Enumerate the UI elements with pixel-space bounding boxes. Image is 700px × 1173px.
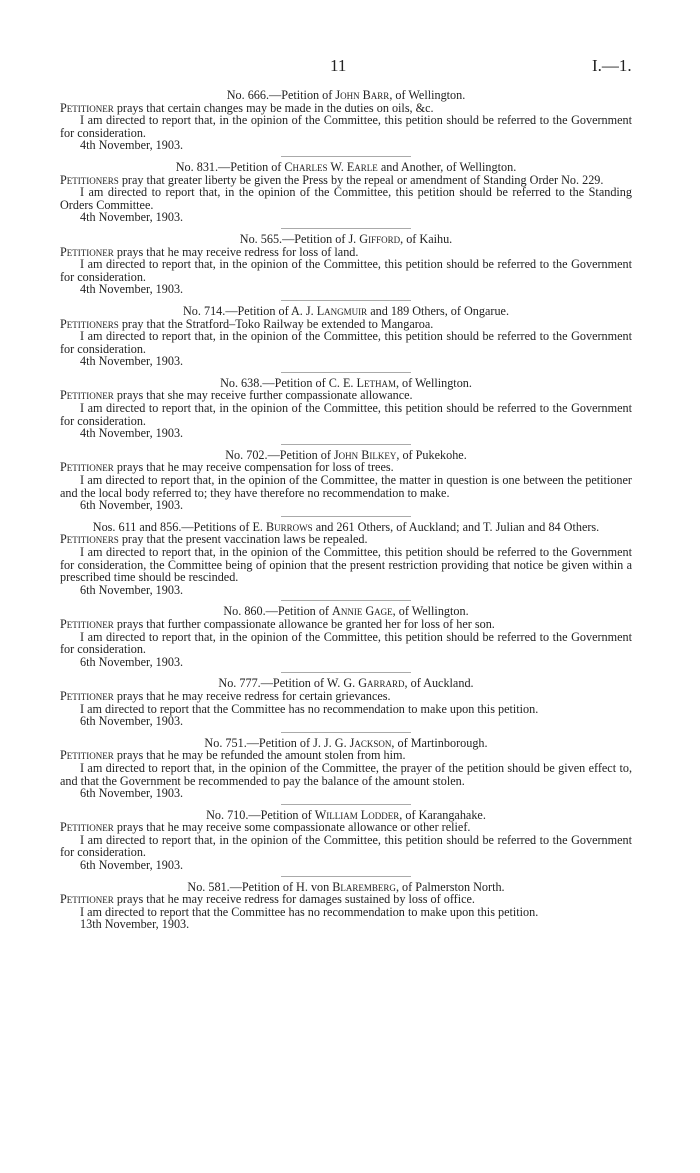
- report-date: 6th November, 1903.: [80, 858, 184, 873]
- petition-prayer: [60, 618, 632, 631]
- petitioner-label: Petitioner: [60, 616, 114, 631]
- petitioner-name: J. Gifford: [348, 231, 401, 246]
- prayer-text: prays that he may be refunded the amount stolen from him.: [113, 748, 406, 763]
- petitions-list: [60, 89, 632, 931]
- petitioner-label: Petitioner: [60, 688, 114, 703]
- petition-number: Nos. 611 and 856.—Petitions of E.: [92, 519, 266, 534]
- petition-origin: , of Wellington.: [395, 375, 472, 390]
- prayer-text: prays that he may receive redress for certain grievances.: [113, 688, 391, 703]
- report-date: 6th November, 1903.: [80, 786, 184, 801]
- prayer-text: prays that he may receive compensation for loss of trees.: [113, 460, 394, 475]
- petition-origin: and Another, of Wellington.: [377, 159, 517, 174]
- committee-report: I am directed to report that, in the opinion of the Committee, this petition should be referred to the Government for consideration.: [60, 832, 632, 860]
- petition-origin: and 189 Others, of Ongarue.: [367, 303, 509, 318]
- petition-origin: , of Palmerston North.: [395, 879, 505, 894]
- petition-number: No. 710.—Petition of: [206, 807, 315, 822]
- committee-report: I am directed to report that, in the opinion of the Committee, this petition should be referred to the Standing Orders Committee.: [60, 185, 632, 212]
- petition-entry: [60, 809, 632, 877]
- section-divider: [281, 156, 411, 157]
- report-date: 6th November, 1903.: [80, 654, 184, 669]
- report-date: 4th November, 1903.: [80, 426, 184, 441]
- prayer-text: prays that he may receive some compassionate allowance or other relief.: [113, 820, 471, 835]
- petitioner-name: John Bilkey: [333, 447, 397, 462]
- petition-entry: [60, 449, 632, 517]
- prayer-text: pray that greater liberty be given the Press by the repeal or amendment of Standing Order No. 229.: [118, 172, 604, 187]
- section-divider: [281, 372, 411, 373]
- section-divider: [281, 600, 411, 601]
- page-header: [0, 56, 700, 80]
- petition-origin: , of Auckland.: [404, 676, 474, 691]
- petition-entry: [60, 737, 632, 805]
- petitioner-label: Petitioner: [60, 748, 114, 763]
- prayer-text: pray that the Stratford–Toko Railway be extended to Mangaroa.: [118, 316, 434, 331]
- petitioner-label: Petitioners: [60, 532, 119, 547]
- petitioner-name: William Lodder: [314, 807, 400, 822]
- prayer-text: prays that she may receive further compassionate allowance.: [113, 388, 413, 403]
- petition-entry: [60, 89, 632, 157]
- petition-entry: [60, 233, 632, 301]
- petition-number: No. 666.—Petition of: [226, 88, 336, 102]
- committee-report: I am directed to report that the Committee has no recommendation to make upon this petition.: [80, 701, 539, 716]
- committee-report: I am directed to report that, in the opinion of the Committee, this petition should be referred to the Government for consideration.: [60, 113, 632, 140]
- section-divider: [281, 804, 411, 805]
- petitioner-label: Petitioner: [60, 892, 114, 907]
- page-number: 11: [330, 56, 347, 75]
- petitioner-name: Garrard: [358, 676, 405, 691]
- petitioner-name: John Barr: [335, 88, 390, 102]
- petition-origin: , of Wellington.: [392, 604, 469, 619]
- petitioner-label: Petitioner: [60, 820, 114, 835]
- petitioner-label: Petitioner: [60, 388, 114, 403]
- petitioner-name: Charles W. Earle: [284, 159, 378, 174]
- petition-entry: [60, 881, 632, 931]
- petitioner-label: Petitioners: [60, 172, 119, 187]
- petition-entry: [60, 377, 632, 445]
- prayer-text: prays that further compassionate allowance be granted her for loss of her son.: [113, 616, 495, 631]
- section-divider: [281, 876, 411, 877]
- petition-entry: [60, 305, 632, 373]
- report-date: 4th November, 1903.: [80, 282, 184, 297]
- committee-report: I am directed to report that, in the opinion of the Committee, the matter in question is one between the petitioner and the local body referred to; they have therefore no recommendation to make.: [60, 473, 632, 500]
- section-divider: [281, 444, 411, 445]
- section-divider: [281, 732, 411, 733]
- petition-entry: [60, 677, 632, 732]
- petition-origin: , of Martinborough.: [391, 735, 488, 750]
- report-date: 4th November, 1903.: [80, 354, 184, 369]
- committee-report: I am directed to report that, in the opinion of the Committee, this petition should be referred to the Government for consideration.: [60, 329, 632, 356]
- petition-number: No. 565.—Petition of: [239, 231, 349, 246]
- report-date: 6th November, 1903.: [80, 714, 184, 729]
- committee-report: I am directed to report that, in the opinion of the Committee, this petition should be referred to the Government for consideration.: [60, 257, 632, 284]
- report-date: 4th November, 1903.: [80, 210, 184, 225]
- petition-number: No. 831.—Petition of: [175, 159, 285, 174]
- prayer-text: prays that he may receive redress for damages sustained by loss of office.: [113, 892, 475, 907]
- prayer-text: prays that certain changes may be made in the duties on oils, &c.: [113, 100, 434, 115]
- petition-origin: , of Kaihu.: [400, 231, 453, 246]
- petition-number: No. 714.—Petition of A. J.: [183, 303, 317, 318]
- report-date: 6th November, 1903.: [80, 498, 184, 513]
- petition-entry: [60, 605, 632, 673]
- petitioner-name: Jackson: [349, 735, 392, 750]
- section-divider: [281, 516, 411, 517]
- committee-report: I am directed to report that, in the opinion of the Committee, the prayer of the petition should be given effect to, and that the Government be recommended to pay the balance of the amount stolen.: [60, 760, 632, 788]
- committee-report: I am directed to report that, in the opinion of the Committee, this petition should be referred to the Government for consideration.: [60, 629, 632, 657]
- petitioner-name: Letham: [356, 375, 396, 390]
- petition-number: No. 860.—Petition of: [223, 604, 333, 619]
- petition-entry: [60, 521, 632, 602]
- document-reference: I.—1.: [592, 56, 632, 75]
- petitioner-name: Langmuir: [316, 303, 368, 318]
- section-divider: [281, 300, 411, 301]
- committee-report: I am directed to report that, in the opinion of the Committee, this petition should be referred to the Government for consideration, the Committee being of opinion that the present restriction providing that notice be given within a prescribed time should be rescinded.: [60, 545, 632, 585]
- petition-prayer: [60, 893, 632, 906]
- petition-prayer: [60, 690, 632, 703]
- petition-number: No. 702.—Petition of: [225, 447, 334, 462]
- petitioner-label: Petitioner: [60, 244, 114, 259]
- petitioner-label: Petitioner: [60, 100, 114, 115]
- petition-number: No. 751.—Petition of J. J. G.: [204, 735, 350, 750]
- section-divider: [281, 672, 411, 673]
- petition-number: No. 638.—Petition of C. E.: [220, 375, 357, 390]
- petition-origin: , of Wellington.: [389, 88, 466, 102]
- petition-origin: and 261 Others, of Auckland; and T. Julian and 84 Others.: [312, 519, 600, 534]
- report-date: 13th November, 1903.: [80, 917, 190, 932]
- prayer-text: pray that the present vaccination laws be repealed.: [118, 532, 368, 547]
- prayer-text: prays that he may receive redress for loss of land.: [113, 244, 359, 259]
- petitioner-name: Blaremberg: [332, 879, 396, 894]
- petitioner-label: Petitioner: [60, 460, 114, 475]
- petitioner-name: Burrows: [266, 519, 313, 534]
- petition-origin: , of Karangahake.: [399, 807, 486, 822]
- petition-number: No. 581.—Petition of H. von: [187, 879, 333, 894]
- petition-prayer: [60, 821, 632, 834]
- committee-report: I am directed to report that, in the opinion of the Committee, this petition should be referred to the Government for consideration.: [60, 401, 632, 428]
- committee-report: I am directed to report that the Committee has no recommendation to make upon this petition.: [80, 904, 539, 919]
- petitioner-label: Petitioners: [60, 316, 119, 331]
- petition-origin: , of Pukekohe.: [396, 447, 467, 462]
- petition-entry: [60, 161, 632, 229]
- report-date: 4th November, 1903.: [80, 138, 184, 153]
- petition-number: No. 777.—Petition of W. G.: [218, 676, 359, 691]
- petitioner-name: Annie Gage: [332, 604, 393, 619]
- section-divider: [281, 228, 411, 229]
- report-date: 6th November, 1903.: [80, 582, 184, 597]
